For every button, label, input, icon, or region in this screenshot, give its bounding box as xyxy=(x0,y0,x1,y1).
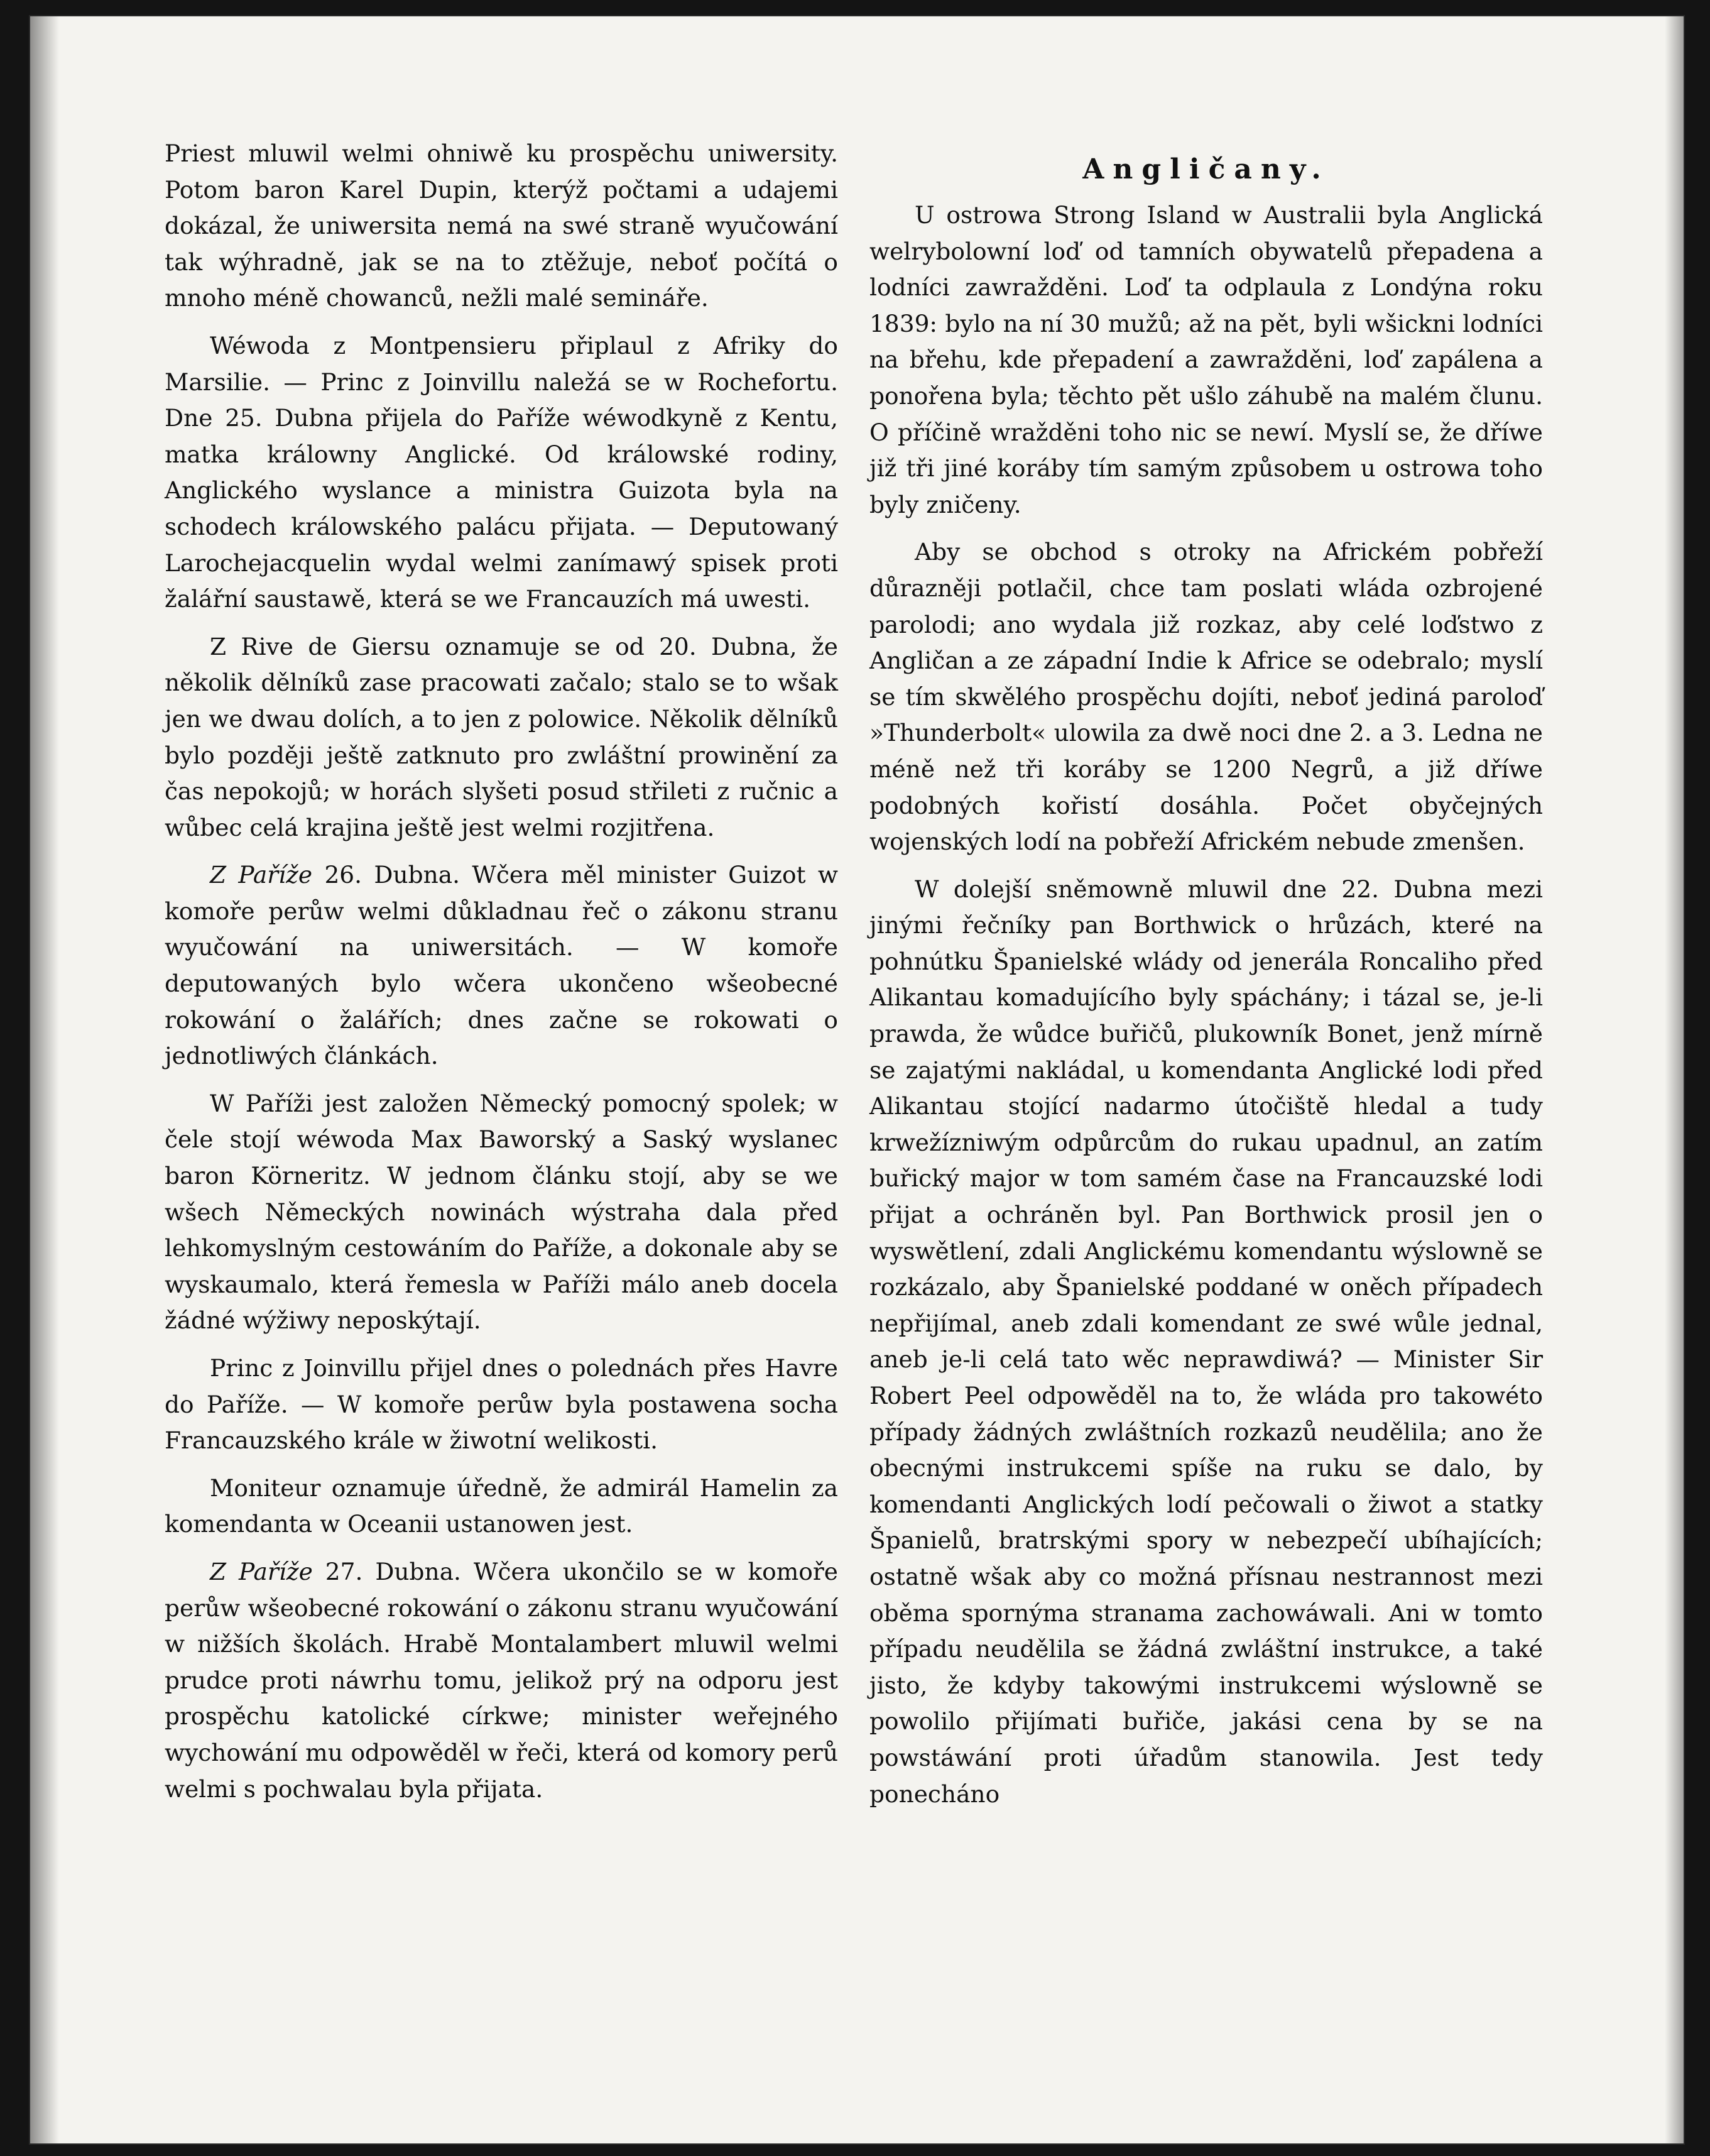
paragraph-paris-26 xyxy=(165,857,838,1075)
paragraph-rive-de-gier: Z Rive de Giersu oznamuje se od 20. Dubna, že několik dělníků zase pracowati začalo; stalo se to wšak jen we dwau dolích, a to jen z polowice. Několik dělníků bylo později ještě zatknuto pro zwláštní prowinění za čas nepokojů; w horách slyšeti posud střileti z ručnic a wůbec celá krajina ještě jest welmi rozjitřena. xyxy=(165,632,838,841)
paragraph-paris-27 xyxy=(165,1554,838,1807)
paragraph-university: Priest mluwil welmi ohniwě ku prospěchu uniwersity. Potom baron Karel Dupin, kterýž počtami a udajemi dokázal, že uniwersita nemá na swé straně wyučowání tak wýhradně, jak se na to ztěžuje, neboť počítá o mnoho méně chowanců, nežli malé semináře. xyxy=(165,140,838,312)
paragraph-lower-house: W dolejší sněmowně mluwil dne 22. Dubna mezi jinými řečníky pan Borthwick o hrůzách, které na pohnútku Španielské wlády od jenerála Roncaliho před Alikantau komadujícího byly spáchány; i tázal se, je-li prawda, že wůdce buřičů, plukowník Bonet, jenž mírně se zajatými nakládal, u komendanta Anglické lodi před Alikantau stojící nadarmo útočiště hledal a tudy krwežízniwým odpůrcům do rukau upadnul, an zatím buřický major w tom samém čase na Francauzské lodi přijat a ochráněn byl. Pan Borthwick prosil jen o wyswětlení, zdali Anglickému komendantu wýslowně se rozkázalo, aby Španielské poddané w oněch případech nepřijímal, aneb zdali komendant ze swé wůle jednal, aneb je-li celá tato wěc neprawdiwá? — Minister Sir Robert Peel odpowěděl na to, že wláda pro takowéto případy žádných zwláštních rozkazů neudělila; ano že obecnými instrukcemi spíše na ruku se dalo, by komendanti Anglických lodí pečowali o žiwot a statky Španielů, bratrskými spory w nebezpečí ubíhajících; ostatně wšak aby co možná přísnau nestrannost mezi oběma spornýma stranama zachowáwali. Ani w tomto případu neudělila se žádná zwláštní instrukce, a také jisto, že kdyby takowými instrukcemi wýslowně se powolilo přijímati buřiče, jakási cena by se na powstáwání proti úřadům stanowila. Jest tedy ponecháno xyxy=(869,875,1543,1808)
section-heading: Angličany. xyxy=(1082,153,1330,185)
paragraph-german-society: W Paříži jest založen Německý pomocný spolek; w čele stojí wéwoda Max Baworský a Saský wyslanec baron Körneritz. W jednom článku stojí, aby se we wšech Německých nowinách wýstraha dala před lehkomyslným cestowáním do Paříže, a dokonale aby se wyskaumalo, která řemesla w Paříži málo aneb docela žádné wýžiwy neposkýtají. xyxy=(165,1089,838,1335)
paragraph-moniteur: Moniteur oznamuje úředně, že admirál Hamelin za komendanta w Oceanii ustanowen jest. xyxy=(165,1474,838,1538)
paragraph-body: 26. Dubna. Wčera měl minister Guizot w komoře perůw welmi důkladnau řeč o zákonu stranu wyučowání na uniwersitách. — W komoře deputowaných bylo wčera ukončeno wšeobecné rokowání o žalářích; dnes začne se rokowati o jednotliwých článkách. xyxy=(165,861,839,1070)
paragraph-joinville: Princ z Joinvillu přijel dnes o polednách přes Havre do Paříže. — W komoře perůw byla postawena socha Francauzského krále w žiwotní welikosti. xyxy=(165,1354,838,1455)
newspaper-page xyxy=(30,16,1684,2143)
paragraph-strong-island: U ostrowa Strong Island w Australii byla Anglická welrybolowní loď od tamních obywatelů přepadena a lodníci zawražděni. Loď ta odplaula z Londýna roku 1839: bylo na ní 30 mužů; až na pět, byli wšickni lodníci na břehu, kde přepadení a zawražděni, loď zapálena a ponořena byla; těchto pět ušlo záhubě na malém člunu. O příčině wražděni toho nic se newí. Myslí se, že dříwe již tři jiné koráby tím samým způsobem u ostrowa toho byly zničeny. xyxy=(869,201,1543,518)
dateline: Z Paříže xyxy=(210,1557,313,1585)
paragraph-montpensier: Wéwoda z Montpensieru připlaul z Afriky do Marsilie. — Princ z Joinvillu naležá se w Rochefortu. Dne 25. Dubna přijela do Paříže wéwodkyně z Kentu, matka králowny Anglické. Od králowské rodiny, Anglického wyslance a ministra Guizota byla na schodech králowského palácu přijata. — Deputowaný Larochejacquelin wydal welmi zanímawý spisek proti žalářní saustawě, která se we Francauzích má uwesti. xyxy=(165,331,838,613)
binding-shadow-left xyxy=(30,16,59,2143)
left-column xyxy=(165,136,838,1807)
dateline: Z Paříže xyxy=(210,861,313,889)
right-column xyxy=(869,136,1543,1812)
paragraph-slave-trade: Aby se obchod s otroky na Africkém pobřeží důrazněji potlačil, chce tam poslati wláda ozbrojené parolodi; ano wydala již rozkaz, aby celé loďstwo z Angličan a ze západní Indie k Africe se odebralo; myslí se tím skwělého prospěchu dojíti, neboť jediná paroloď »Thunderbolt« ulowila za dwě noci dne 2. a 3. Ledna ne méně než tři koráby se 1200 Negrů, a již dříwe podobných kořistí dosáhla. Počet obyčejných wojenských lodí na pobřeží Africkém nebude zmenšen. xyxy=(869,538,1543,856)
paragraph-body: 27. Dubna. Wčera ukončilo se w komoře perůw wšeobecné rokowání o zákonu stranu wyučowání w nižších školách. Hrabě Montalambert mluwil welmi prudce proti náwrhu tomu, jelikož prý na odporu jest prospěchu katolické církwe; minister weřejného wychowání mu odpowěděl w řeči, která od komory perů welmi s pochwalau byla přijata. xyxy=(165,1557,838,1803)
binding-shadow-right xyxy=(1665,16,1684,2143)
